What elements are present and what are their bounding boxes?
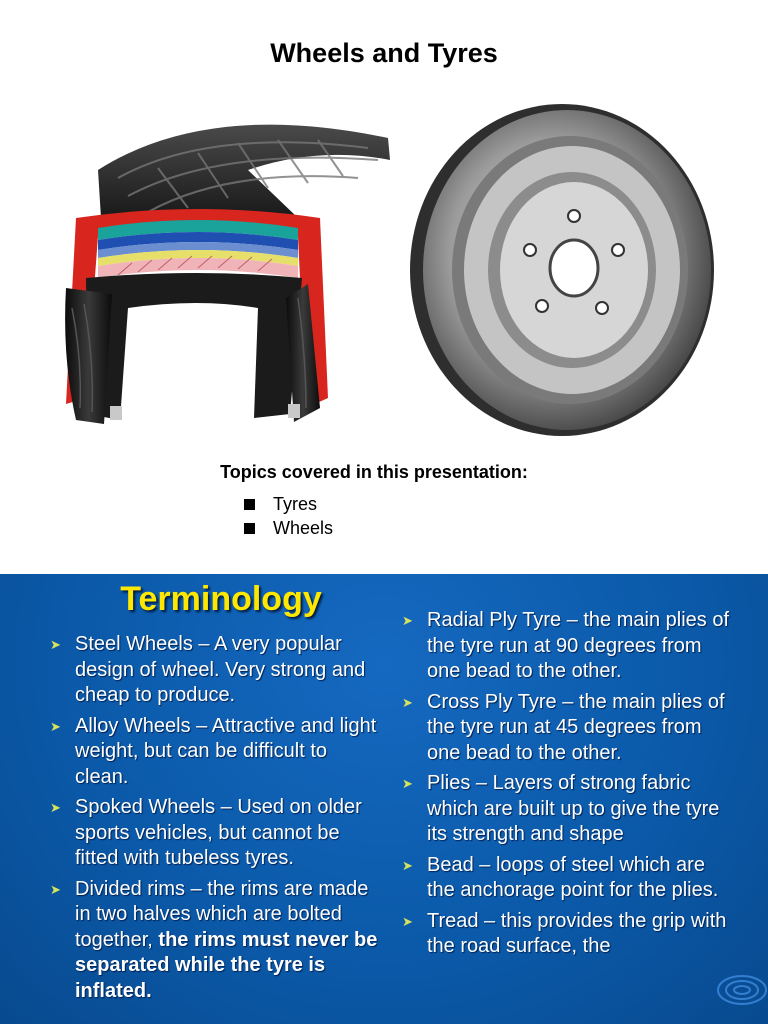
list-item [400, 608, 730, 685]
term-text: Spoked Wheels – Used on older sports vehicles, but cannot be fitted with tubeless tyres. [75, 796, 362, 869]
list-item [400, 690, 730, 767]
term-text: Cross Ply Tyre – the main plies of the tyre run at 45 degrees from one bead to the other. [427, 690, 725, 764]
topics-list [244, 492, 333, 540]
square-bullet-icon [244, 499, 255, 510]
arrow-bullet-icon: ➤ [50, 718, 61, 734]
term-text: Tread – this provides the grip with the road surface, the [427, 909, 727, 957]
slide-terminology [0, 574, 768, 1024]
list-item [48, 795, 378, 872]
list-item [48, 632, 378, 709]
term-text: Plies – Layers of strong fabric which are built up to give the tyre its strength and shape [427, 772, 720, 845]
square-bullet-icon [244, 523, 255, 534]
list-item [244, 516, 333, 540]
term-text: Divided rims – the rims are made in two halves which are bolted together, [75, 877, 369, 951]
terminology-left-column [48, 632, 378, 1009]
arrow-bullet-icon: ➤ [50, 800, 61, 815]
topics-heading: Topics covered in this presentation: [220, 462, 528, 482]
topic-label: Tyres [273, 493, 318, 514]
term-text: Radial Ply Tyre – the main plies of the tyre run at 90 degrees from one bead to the other. [427, 609, 730, 682]
list-item [400, 909, 730, 960]
list-item [244, 492, 333, 516]
list-item [400, 771, 730, 848]
arrow-bullet-icon: ➤ [50, 637, 61, 652]
term-text: Alloy Wheels – Attractive and light weight, but can be difficult to clean. [75, 714, 377, 788]
term-warning-text: the rims must never be separated while the tyre is inflated. [75, 928, 378, 1002]
terminology-right-column [400, 608, 730, 965]
arrow-bullet-icon: ➤ [402, 857, 413, 873]
slide-title: Wheels and Tyres [270, 38, 498, 68]
swirl-logo-icon [712, 966, 768, 1010]
arrow-bullet-icon: ➤ [402, 694, 413, 710]
arrow-bullet-icon: ➤ [402, 913, 413, 929]
tyre-cutaway-image [58, 108, 398, 438]
arrow-bullet-icon: ➤ [402, 776, 413, 791]
topic-label: Wheels [273, 517, 334, 538]
arrow-bullet-icon: ➤ [402, 613, 413, 628]
list-item [48, 877, 378, 1005]
slide-title: Terminology [120, 580, 322, 618]
list-item [48, 714, 378, 791]
list-item [400, 853, 730, 904]
arrow-bullet-icon: ➤ [50, 881, 61, 897]
term-text: Bead – loops of steel which are the anchorage point for the plies. [427, 853, 719, 901]
steel-wheel-image [402, 100, 724, 440]
term-text: Steel Wheels – A very popular design of wheel. Very strong and cheap to produce. [75, 633, 366, 706]
